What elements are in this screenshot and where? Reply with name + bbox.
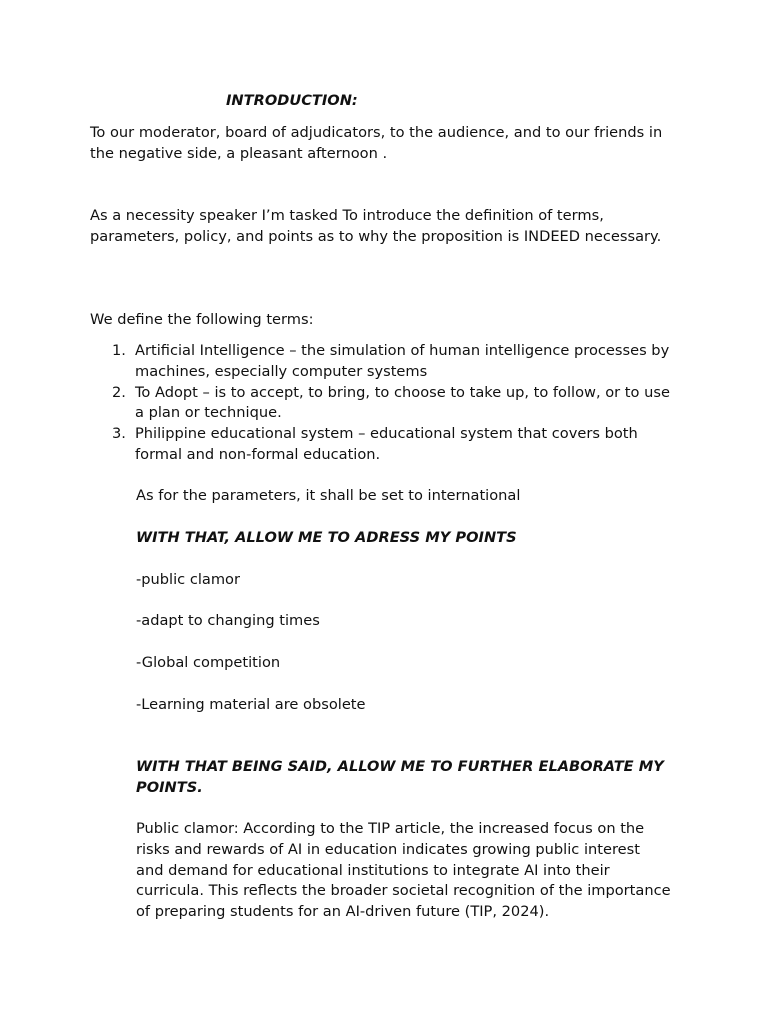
parameters-paragraph: As for the parameters, it shall be set to international <box>136 487 521 504</box>
introduction-heading: INTRODUCTION: <box>226 92 358 109</box>
term-item <box>90 383 680 425</box>
greeting-paragraph: To our moderator, board of adjudicators, to the audience, and to our friends in the negative side, a pleasant afternoon . <box>90 124 663 162</box>
point-item: -Global competition <box>136 654 281 671</box>
term-number: 2. <box>112 383 126 401</box>
term-number: 1. <box>112 342 126 359</box>
public-clamor-paragraph: Public clamor: According to the TIP article, the increased focus on the risks and rewards of AI in education indicates growing public interest and demand for educational institutions to integrate AI into their curricula. This reflects the broader societal recognition of the importance of preparing students for an AI-driven future (TIP, 2024). <box>136 820 671 921</box>
terms-list <box>90 341 680 466</box>
define-terms-intro: We define the following terms: <box>90 311 314 328</box>
term-item <box>90 424 680 466</box>
term-item <box>90 341 680 383</box>
term-number: 3. <box>112 425 126 443</box>
point-item: -public clamor <box>136 571 240 588</box>
point-item: -adapt to changing times <box>136 612 320 629</box>
elaborate-heading: WITH THAT BEING SAID, ALLOW ME TO FURTHER ELABORATE MY POINTS. <box>136 758 664 796</box>
term-text: Artificial Intelligence – the simulation of human intelligence processes by machines, especially computer systems <box>135 342 670 380</box>
term-text: To Adopt – is to accept, to bring, to choose to take up, to follow, or to use a plan or technique. <box>135 383 670 422</box>
point-item: -Learning material are obsolete <box>136 696 366 713</box>
points-heading: WITH THAT, ALLOW ME TO ADRESS MY POINTS <box>136 529 517 546</box>
term-text: Philippine educational system – educational system that covers both formal and non-formal education. <box>135 425 638 463</box>
task-paragraph: As a necessity speaker I’m tasked To introduce the definition of terms, parameters, policy, and points as to why the proposition is INDEED necessary. <box>90 207 662 245</box>
